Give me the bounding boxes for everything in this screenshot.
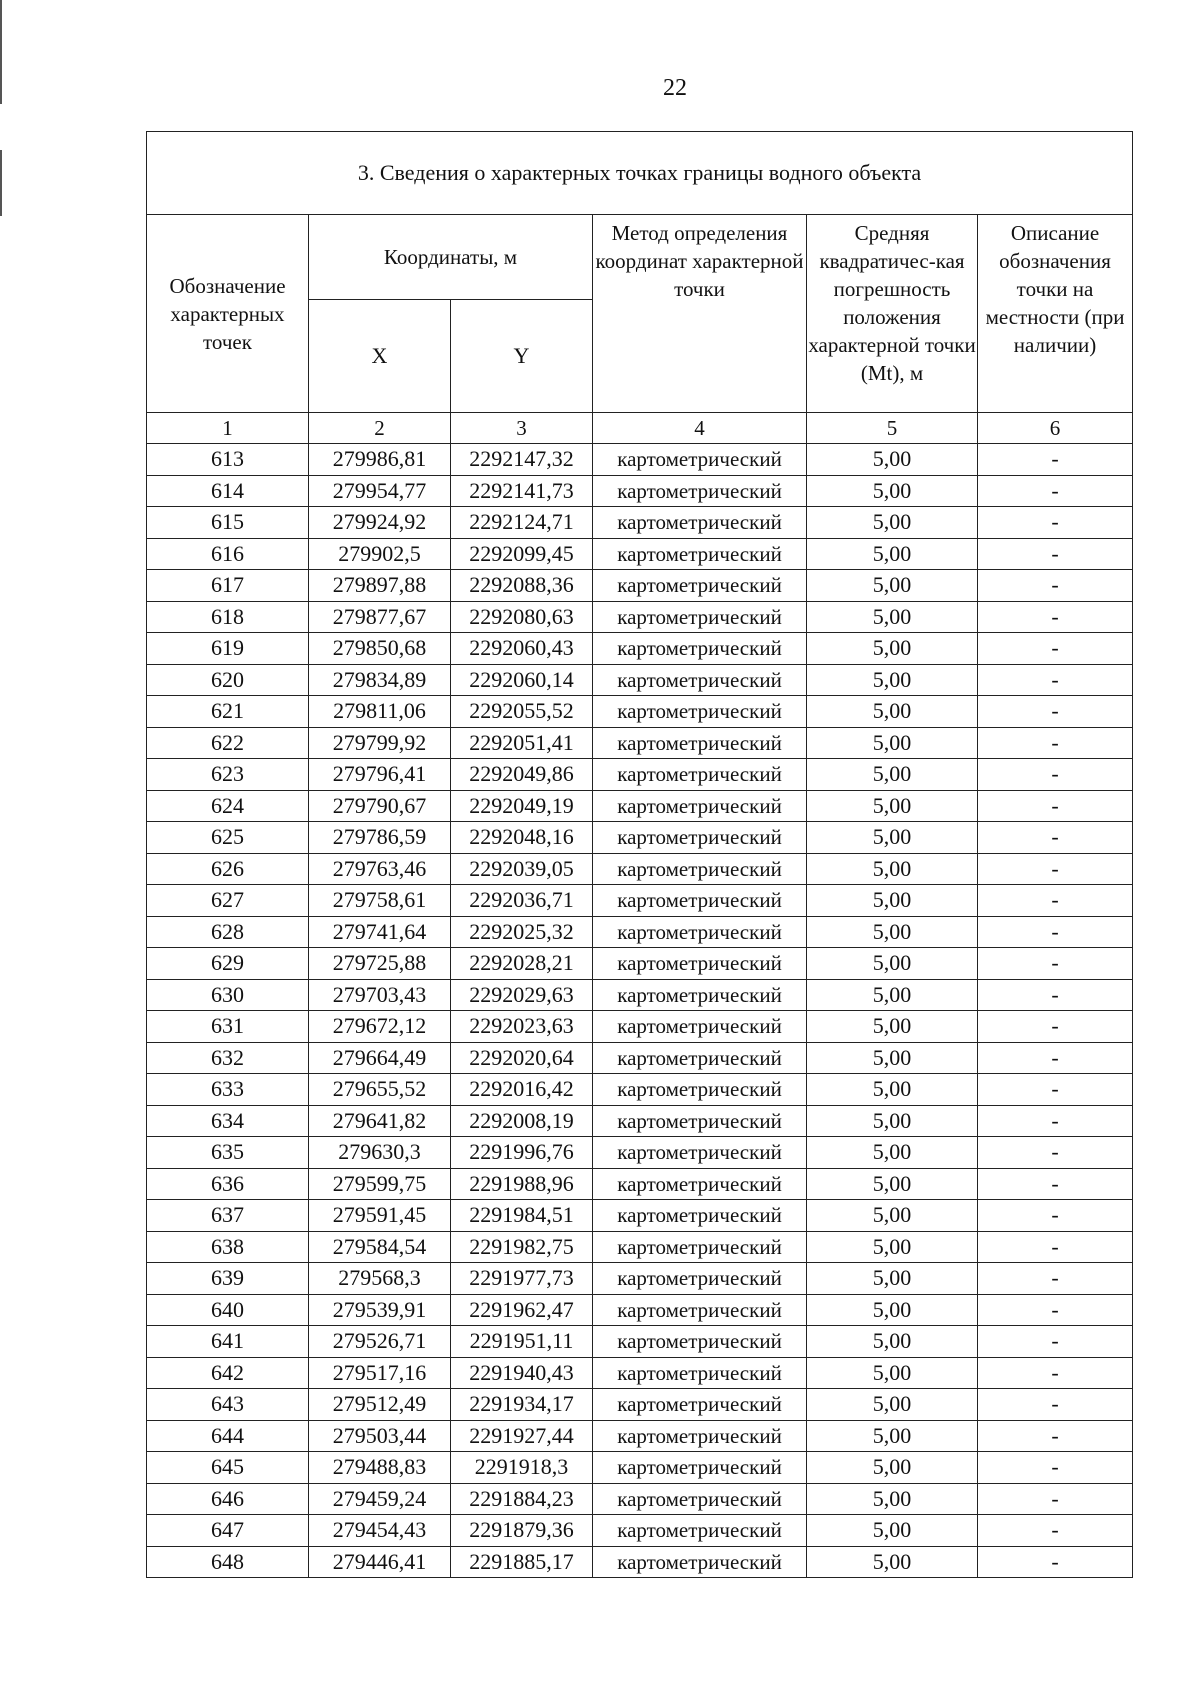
cell-y: 2292029,63 — [451, 979, 593, 1011]
table-row — [147, 444, 1133, 476]
cell-y: 2292060,14 — [451, 664, 593, 696]
cell-point: 646 — [147, 1483, 309, 1515]
cell-point: 647 — [147, 1515, 309, 1547]
cell-x: 279503,44 — [309, 1420, 451, 1452]
cell-x: 279591,45 — [309, 1200, 451, 1232]
cell-point: 630 — [147, 979, 309, 1011]
table-row — [147, 1074, 1133, 1106]
cell-y: 2292088,36 — [451, 570, 593, 602]
column-number: 6 — [978, 413, 1133, 444]
cell-x: 279446,41 — [309, 1546, 451, 1578]
header-method: Метод определения координат характерной точки — [593, 215, 807, 413]
cell-y: 2292008,19 — [451, 1105, 593, 1137]
cell-method: картометрический — [593, 1200, 807, 1232]
cell-point: 640 — [147, 1294, 309, 1326]
cell-description: - — [978, 948, 1133, 980]
cell-x: 279725,88 — [309, 948, 451, 980]
cell-method: картометрический — [593, 1452, 807, 1484]
cell-point: 627 — [147, 885, 309, 917]
table-row — [147, 601, 1133, 633]
cell-x: 279512,49 — [309, 1389, 451, 1421]
cell-point: 622 — [147, 727, 309, 759]
column-number: 2 — [309, 413, 451, 444]
cell-method: картометрический — [593, 1137, 807, 1169]
cell-method: картометрический — [593, 885, 807, 917]
table-row — [147, 570, 1133, 602]
cell-x: 279568,3 — [309, 1263, 451, 1295]
cell-description: - — [978, 1074, 1133, 1106]
cell-y: 2291984,51 — [451, 1200, 593, 1232]
cell-description: - — [978, 633, 1133, 665]
cell-x: 279796,41 — [309, 759, 451, 791]
cell-y: 2292036,71 — [451, 885, 593, 917]
cell-accuracy: 5,00 — [807, 538, 978, 570]
scan-edge-mark — [0, 150, 2, 216]
cell-y: 2291996,76 — [451, 1137, 593, 1169]
table-row — [147, 507, 1133, 539]
cell-description: - — [978, 1168, 1133, 1200]
column-number: 4 — [593, 413, 807, 444]
cell-method: картометрический — [593, 601, 807, 633]
cell-method: картометрический — [593, 1168, 807, 1200]
cell-y: 2291885,17 — [451, 1546, 593, 1578]
cell-accuracy: 5,00 — [807, 1546, 978, 1578]
table-row — [147, 1294, 1133, 1326]
cell-method: картометрический — [593, 538, 807, 570]
cell-y: 2292080,63 — [451, 601, 593, 633]
cell-y: 2292028,21 — [451, 948, 593, 980]
cell-y: 2291940,43 — [451, 1357, 593, 1389]
cell-description: - — [978, 1326, 1133, 1358]
cell-description: - — [978, 916, 1133, 948]
cell-description: - — [978, 790, 1133, 822]
table-row — [147, 1326, 1133, 1358]
cell-x: 279641,82 — [309, 1105, 451, 1137]
cell-y: 2291918,3 — [451, 1452, 593, 1484]
cell-y: 2292141,73 — [451, 475, 593, 507]
cell-description: - — [978, 727, 1133, 759]
cell-description: - — [978, 664, 1133, 696]
table-row — [147, 948, 1133, 980]
cell-point: 618 — [147, 601, 309, 633]
cell-point: 633 — [147, 1074, 309, 1106]
cell-point: 634 — [147, 1105, 309, 1137]
cell-x: 279850,68 — [309, 633, 451, 665]
cell-description: - — [978, 822, 1133, 854]
cell-x: 279897,88 — [309, 570, 451, 602]
cell-x: 279454,43 — [309, 1515, 451, 1547]
table-row — [147, 916, 1133, 948]
cell-y: 2291951,11 — [451, 1326, 593, 1358]
cell-point: 626 — [147, 853, 309, 885]
cell-description: - — [978, 853, 1133, 885]
table-body — [147, 444, 1133, 1578]
cell-y: 2292023,63 — [451, 1011, 593, 1043]
cell-x: 279459,24 — [309, 1483, 451, 1515]
table-row — [147, 790, 1133, 822]
table-row — [147, 1105, 1133, 1137]
cell-accuracy: 5,00 — [807, 1105, 978, 1137]
cell-y: 2291988,96 — [451, 1168, 593, 1200]
cell-y: 2291962,47 — [451, 1294, 593, 1326]
cell-description: - — [978, 979, 1133, 1011]
cell-y: 2292055,52 — [451, 696, 593, 728]
cell-description: - — [978, 1483, 1133, 1515]
cell-accuracy: 5,00 — [807, 727, 978, 759]
cell-description: - — [978, 1389, 1133, 1421]
page-number: 22 — [663, 75, 687, 101]
cell-accuracy: 5,00 — [807, 885, 978, 917]
table-row — [147, 1042, 1133, 1074]
table-row — [147, 1483, 1133, 1515]
cell-point: 625 — [147, 822, 309, 854]
cell-method: картометрический — [593, 916, 807, 948]
cell-method: картометрический — [593, 1420, 807, 1452]
cell-point: 621 — [147, 696, 309, 728]
cell-accuracy: 5,00 — [807, 1326, 978, 1358]
cell-y: 2291927,44 — [451, 1420, 593, 1452]
table-row — [147, 759, 1133, 791]
cell-x: 279811,06 — [309, 696, 451, 728]
cell-accuracy: 5,00 — [807, 570, 978, 602]
cell-method: картометрический — [593, 664, 807, 696]
cell-point: 619 — [147, 633, 309, 665]
cell-y: 2292099,45 — [451, 538, 593, 570]
cell-y: 2292124,71 — [451, 507, 593, 539]
column-number-row — [147, 413, 1133, 444]
table-row — [147, 1546, 1133, 1578]
cell-x: 279517,16 — [309, 1357, 451, 1389]
cell-point: 614 — [147, 475, 309, 507]
cell-description: - — [978, 1105, 1133, 1137]
cell-description: - — [978, 1452, 1133, 1484]
cell-y: 2292016,42 — [451, 1074, 593, 1106]
cell-method: картометрический — [593, 1042, 807, 1074]
cell-accuracy: 5,00 — [807, 475, 978, 507]
cell-description: - — [978, 1042, 1133, 1074]
cell-method: картометрический — [593, 759, 807, 791]
cell-y: 2292147,32 — [451, 444, 593, 476]
cell-method: картометрический — [593, 633, 807, 665]
cell-x: 279539,91 — [309, 1294, 451, 1326]
cell-description: - — [978, 475, 1133, 507]
table-row — [147, 1420, 1133, 1452]
cell-x: 279630,3 — [309, 1137, 451, 1169]
cell-accuracy: 5,00 — [807, 759, 978, 791]
cell-accuracy: 5,00 — [807, 1074, 978, 1106]
cell-accuracy: 5,00 — [807, 444, 978, 476]
cell-y: 2292049,19 — [451, 790, 593, 822]
table-row — [147, 1137, 1133, 1169]
cell-accuracy: 5,00 — [807, 1420, 978, 1452]
table-row — [147, 633, 1133, 665]
cell-x: 279655,52 — [309, 1074, 451, 1106]
section-title: 3. Сведения о характерных точках границы водного объекта — [147, 132, 1133, 215]
header-point: Обозначение характерных точек — [147, 215, 309, 413]
cell-method: картометрический — [593, 507, 807, 539]
cell-x: 279584,54 — [309, 1231, 451, 1263]
table-row — [147, 1515, 1133, 1547]
cell-method: картометрический — [593, 475, 807, 507]
cell-x: 279786,59 — [309, 822, 451, 854]
cell-x: 279790,67 — [309, 790, 451, 822]
cell-method: картометрический — [593, 853, 807, 885]
cell-y: 2292060,43 — [451, 633, 593, 665]
cell-point: 642 — [147, 1357, 309, 1389]
cell-accuracy: 5,00 — [807, 696, 978, 728]
cell-point: 639 — [147, 1263, 309, 1295]
cell-method: картометрический — [593, 1294, 807, 1326]
cell-point: 616 — [147, 538, 309, 570]
cell-description: - — [978, 696, 1133, 728]
cell-method: картометрический — [593, 1011, 807, 1043]
cell-description: - — [978, 1515, 1133, 1547]
table-row — [147, 1389, 1133, 1421]
table-row — [147, 1200, 1133, 1232]
cell-description: - — [978, 570, 1133, 602]
cell-method: картометрический — [593, 822, 807, 854]
cell-point: 637 — [147, 1200, 309, 1232]
cell-method: картометрический — [593, 979, 807, 1011]
cell-method: картометрический — [593, 727, 807, 759]
cell-method: картометрический — [593, 1074, 807, 1106]
cell-accuracy: 5,00 — [807, 1200, 978, 1232]
cell-method: картометрический — [593, 1389, 807, 1421]
cell-accuracy: 5,00 — [807, 1483, 978, 1515]
cell-point: 628 — [147, 916, 309, 948]
cell-accuracy: 5,00 — [807, 948, 978, 980]
cell-accuracy: 5,00 — [807, 1168, 978, 1200]
header-x: X — [309, 300, 451, 413]
cell-method: картометрический — [593, 1326, 807, 1358]
table-row — [147, 538, 1133, 570]
cell-x: 279763,46 — [309, 853, 451, 885]
cell-y: 2292051,41 — [451, 727, 593, 759]
table-row — [147, 853, 1133, 885]
cell-method: картометрический — [593, 948, 807, 980]
cell-method: картометрический — [593, 1483, 807, 1515]
cell-x: 279986,81 — [309, 444, 451, 476]
table-row — [147, 727, 1133, 759]
cell-method: картометрический — [593, 570, 807, 602]
cell-y: 2291884,23 — [451, 1483, 593, 1515]
cell-point: 645 — [147, 1452, 309, 1484]
cell-x: 279672,12 — [309, 1011, 451, 1043]
cell-point: 615 — [147, 507, 309, 539]
cell-description: - — [978, 1231, 1133, 1263]
cell-x: 279664,49 — [309, 1042, 451, 1074]
column-number: 1 — [147, 413, 309, 444]
cell-x: 279834,89 — [309, 664, 451, 696]
cell-point: 617 — [147, 570, 309, 602]
cell-method: картометрический — [593, 1263, 807, 1295]
cell-accuracy: 5,00 — [807, 1389, 978, 1421]
cell-point: 641 — [147, 1326, 309, 1358]
table-row — [147, 1231, 1133, 1263]
table-row — [147, 475, 1133, 507]
cell-accuracy: 5,00 — [807, 1452, 978, 1484]
cell-y: 2291879,36 — [451, 1515, 593, 1547]
table-row — [147, 696, 1133, 728]
cell-accuracy: 5,00 — [807, 790, 978, 822]
table-row — [147, 664, 1133, 696]
cell-point: 624 — [147, 790, 309, 822]
cell-description: - — [978, 1011, 1133, 1043]
cell-x: 279526,71 — [309, 1326, 451, 1358]
cell-x: 279741,64 — [309, 916, 451, 948]
cell-method: картометрический — [593, 790, 807, 822]
cell-accuracy: 5,00 — [807, 979, 978, 1011]
characteristic-points-table — [146, 131, 1133, 1578]
cell-description: - — [978, 1294, 1133, 1326]
table-row — [147, 1263, 1133, 1295]
cell-method: картометрический — [593, 1357, 807, 1389]
cell-y: 2291934,17 — [451, 1389, 593, 1421]
cell-x: 279924,92 — [309, 507, 451, 539]
cell-method: картометрический — [593, 696, 807, 728]
cell-accuracy: 5,00 — [807, 664, 978, 696]
cell-description: - — [978, 885, 1133, 917]
header-coordinates: Координаты, м — [309, 215, 593, 300]
table-row — [147, 885, 1133, 917]
cell-x: 279954,77 — [309, 475, 451, 507]
table-row — [147, 1168, 1133, 1200]
cell-x: 279902,5 — [309, 538, 451, 570]
cell-accuracy: 5,00 — [807, 633, 978, 665]
cell-x: 279799,92 — [309, 727, 451, 759]
table-row — [147, 1452, 1133, 1484]
cell-accuracy: 5,00 — [807, 853, 978, 885]
cell-description: - — [978, 1420, 1133, 1452]
cell-accuracy: 5,00 — [807, 1357, 978, 1389]
cell-x: 279599,75 — [309, 1168, 451, 1200]
cell-y: 2292039,05 — [451, 853, 593, 885]
cell-point: 623 — [147, 759, 309, 791]
cell-x: 279758,61 — [309, 885, 451, 917]
cell-method: картометрический — [593, 1546, 807, 1578]
cell-accuracy: 5,00 — [807, 1515, 978, 1547]
cell-description: - — [978, 1137, 1133, 1169]
header-y: Y — [451, 300, 593, 413]
cell-accuracy: 5,00 — [807, 1231, 978, 1263]
cell-description: - — [978, 1263, 1133, 1295]
table-row — [147, 1357, 1133, 1389]
cell-method: картометрический — [593, 1105, 807, 1137]
cell-y: 2291982,75 — [451, 1231, 593, 1263]
table-row — [147, 1011, 1133, 1043]
cell-point: 629 — [147, 948, 309, 980]
cell-accuracy: 5,00 — [807, 822, 978, 854]
cell-accuracy: 5,00 — [807, 1263, 978, 1295]
table-row — [147, 979, 1133, 1011]
cell-point: 643 — [147, 1389, 309, 1421]
cell-accuracy: 5,00 — [807, 601, 978, 633]
cell-description: - — [978, 759, 1133, 791]
cell-description: - — [978, 507, 1133, 539]
header-accuracy: Средняя квадратичес-кая погрешность положения характерной точки (Mt), м — [807, 215, 978, 413]
cell-x: 279877,67 — [309, 601, 451, 633]
cell-accuracy: 5,00 — [807, 1042, 978, 1074]
cell-description: - — [978, 1200, 1133, 1232]
cell-accuracy: 5,00 — [807, 1294, 978, 1326]
cell-point: 613 — [147, 444, 309, 476]
cell-method: картометрический — [593, 444, 807, 476]
cell-description: - — [978, 444, 1133, 476]
cell-x: 279703,43 — [309, 979, 451, 1011]
cell-y: 2292020,64 — [451, 1042, 593, 1074]
cell-accuracy: 5,00 — [807, 1137, 978, 1169]
cell-accuracy: 5,00 — [807, 916, 978, 948]
cell-accuracy: 5,00 — [807, 1011, 978, 1043]
cell-point: 636 — [147, 1168, 309, 1200]
cell-method: картометрический — [593, 1515, 807, 1547]
cell-point: 644 — [147, 1420, 309, 1452]
cell-point: 620 — [147, 664, 309, 696]
cell-point: 638 — [147, 1231, 309, 1263]
cell-x: 279488,83 — [309, 1452, 451, 1484]
cell-y: 2292025,32 — [451, 916, 593, 948]
cell-method: картометрический — [593, 1231, 807, 1263]
cell-description: - — [978, 1546, 1133, 1578]
header-description: Описание обозначения точки на местности (при наличии) — [978, 215, 1133, 413]
cell-point: 632 — [147, 1042, 309, 1074]
cell-y: 2292048,16 — [451, 822, 593, 854]
cell-y: 2291977,73 — [451, 1263, 593, 1295]
cell-description: - — [978, 1357, 1133, 1389]
cell-y: 2292049,86 — [451, 759, 593, 791]
column-number: 5 — [807, 413, 978, 444]
cell-description: - — [978, 538, 1133, 570]
cell-point: 648 — [147, 1546, 309, 1578]
table-row — [147, 822, 1133, 854]
cell-point: 635 — [147, 1137, 309, 1169]
cell-point: 631 — [147, 1011, 309, 1043]
cell-description: - — [978, 601, 1133, 633]
column-number: 3 — [451, 413, 593, 444]
cell-accuracy: 5,00 — [807, 507, 978, 539]
